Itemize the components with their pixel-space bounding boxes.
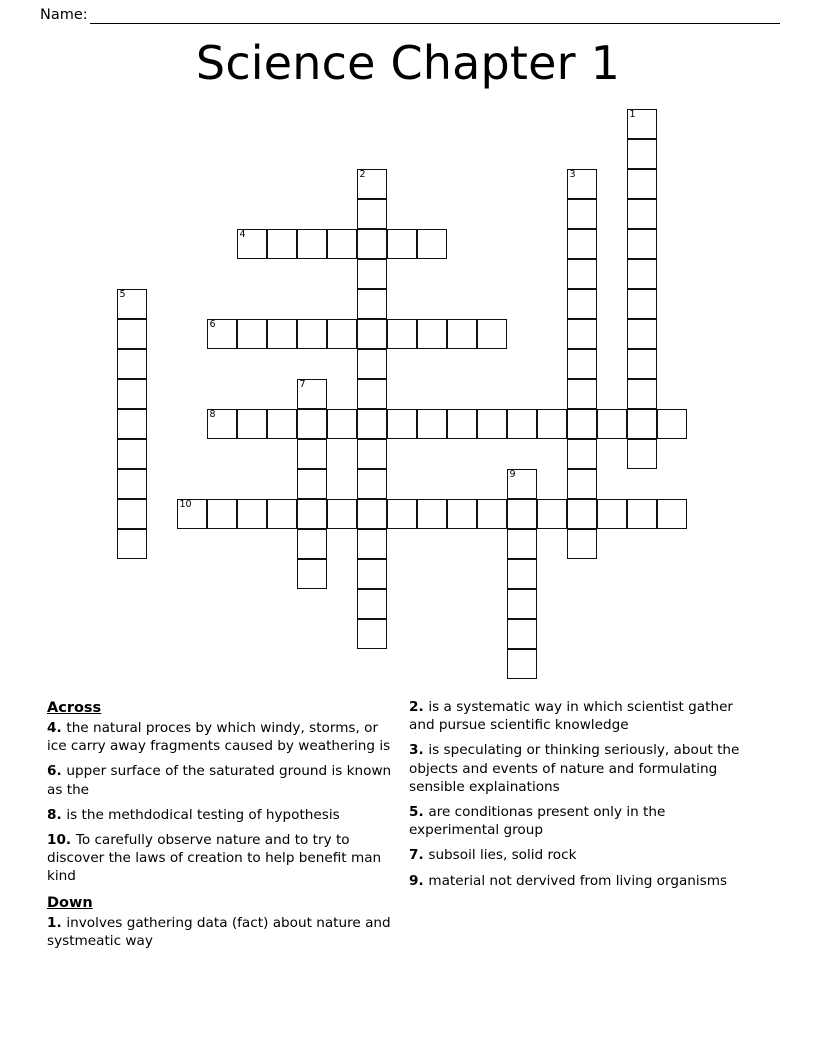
grid-cell[interactable]	[537, 409, 567, 439]
grid-cell[interactable]	[627, 289, 657, 319]
grid-cell-number: 1	[629, 109, 636, 120]
clue-text: is the methdodical testing of hypothesis	[66, 806, 340, 823]
clue-text: is speculating or thinking seriously, about the objects and events of nature and formulating sensible explainations	[409, 742, 740, 795]
grid-cell[interactable]	[267, 499, 297, 529]
grid-cell[interactable]	[357, 559, 387, 589]
grid-cell[interactable]	[387, 499, 417, 529]
grid-cell[interactable]	[627, 169, 657, 199]
grid-cell[interactable]	[477, 409, 507, 439]
grid-cell[interactable]	[117, 379, 147, 409]
clue-text: involves gathering data (fact) about nature and systmeatic way	[47, 914, 391, 949]
grid-cell[interactable]	[567, 469, 597, 499]
grid-cell[interactable]	[387, 229, 417, 259]
grid-cell-start-6[interactable]	[207, 319, 237, 349]
clues-container	[0, 698, 816, 998]
grid-cell[interactable]	[627, 409, 657, 439]
clue-text: material not dervived from living organisms	[428, 872, 728, 889]
grid-cell-number: 2	[359, 169, 366, 180]
grid-cell[interactable]	[357, 529, 387, 559]
clue-number: 5.	[409, 804, 429, 821]
grid-cell[interactable]	[627, 319, 657, 349]
grid-cell[interactable]	[627, 229, 657, 259]
grid-cell[interactable]	[567, 409, 597, 439]
grid-cell[interactable]	[297, 529, 327, 559]
grid-cell[interactable]	[297, 439, 327, 469]
grid-cell[interactable]	[267, 409, 297, 439]
grid-cell[interactable]	[597, 499, 627, 529]
clue-text: the natural proces by which windy, storms, or ice carry away fragments caused by weathering is	[47, 720, 391, 755]
grid-cell[interactable]	[357, 289, 387, 319]
clue-item	[409, 741, 757, 796]
grid-cell[interactable]	[627, 349, 657, 379]
across-heading: Across	[47, 700, 102, 716]
grid-cell[interactable]	[657, 409, 687, 439]
grid-cell[interactable]	[267, 229, 297, 259]
grid-cell[interactable]	[297, 229, 327, 259]
grid-cell[interactable]	[627, 439, 657, 469]
grid-cell-number: 4	[239, 229, 246, 240]
clues-column-left	[47, 698, 392, 957]
grid-cell[interactable]	[507, 649, 537, 679]
grid-cell[interactable]	[507, 619, 537, 649]
grid-cell[interactable]	[327, 229, 357, 259]
clue-number: 7.	[409, 847, 429, 864]
grid-cell[interactable]	[507, 499, 537, 529]
clue-number: 9.	[409, 872, 429, 889]
down-heading: Down	[47, 894, 93, 911]
clue-item	[409, 698, 757, 734]
grid-cell-number: 3	[569, 169, 576, 180]
clue-number: 1.	[47, 914, 67, 931]
grid-cell[interactable]	[357, 409, 387, 439]
down-clue-list-part1	[47, 914, 392, 950]
grid-cell[interactable]	[567, 349, 597, 379]
clue-text: To carefully observe nature and to try to discover the laws of creation to help benefit man kind	[47, 832, 382, 885]
grid-cell[interactable]	[417, 499, 447, 529]
grid-cell[interactable]	[297, 499, 327, 529]
clue-text: are conditionas present only in the experimental group	[409, 804, 666, 839]
grid-cell[interactable]	[327, 499, 357, 529]
grid-cell[interactable]	[627, 499, 657, 529]
grid-cell[interactable]	[597, 409, 627, 439]
grid-cell[interactable]	[357, 469, 387, 499]
grid-cell[interactable]	[507, 559, 537, 589]
grid-cell[interactable]	[567, 529, 597, 559]
page-title: Science Chapter 1	[195, 36, 621, 90]
grid-cell[interactable]	[537, 499, 567, 529]
grid-cell[interactable]	[477, 319, 507, 349]
clue-item	[47, 806, 392, 824]
grid-cell[interactable]	[357, 439, 387, 469]
name-label: Name:	[40, 7, 88, 23]
grid-cell[interactable]	[297, 559, 327, 589]
grid-cell[interactable]	[267, 319, 297, 349]
across-clue-list	[47, 719, 392, 886]
grid-cell[interactable]	[387, 319, 417, 349]
grid-cell[interactable]	[207, 499, 237, 529]
grid-cell[interactable]	[237, 409, 267, 439]
grid-cell[interactable]	[387, 409, 417, 439]
grid-cell[interactable]	[327, 409, 357, 439]
grid-cell[interactable]	[357, 589, 387, 619]
grid-cell[interactable]	[567, 259, 597, 289]
grid-cell-number: 5	[119, 289, 126, 300]
grid-cell[interactable]	[357, 199, 387, 229]
grid-cell[interactable]	[627, 139, 657, 169]
grid-cell[interactable]	[237, 319, 267, 349]
grid-cell[interactable]	[237, 499, 267, 529]
grid-cell[interactable]	[567, 439, 597, 469]
grid-cell[interactable]	[507, 589, 537, 619]
grid-cell-start-5[interactable]	[117, 289, 147, 319]
clue-item	[409, 872, 757, 890]
grid-cell[interactable]	[417, 409, 447, 439]
grid-cell[interactable]	[117, 319, 147, 349]
grid-cell[interactable]	[447, 319, 477, 349]
grid-cell[interactable]	[567, 229, 597, 259]
clue-number: 6.	[47, 763, 67, 780]
grid-cell[interactable]	[507, 529, 537, 559]
grid-cell[interactable]	[357, 229, 387, 259]
grid-cell[interactable]	[567, 289, 597, 319]
clue-number: 10.	[47, 832, 76, 849]
grid-cell[interactable]	[117, 499, 147, 529]
grid-cell[interactable]	[447, 409, 477, 439]
clue-item	[47, 762, 392, 798]
clue-text: upper surface of the saturated ground is known as the	[47, 763, 392, 798]
grid-cell[interactable]	[567, 199, 597, 229]
grid-cell[interactable]	[357, 619, 387, 649]
grid-cell-start-2[interactable]	[357, 169, 387, 199]
grid-cell[interactable]	[117, 409, 147, 439]
grid-cell-number: 6	[209, 319, 216, 330]
grid-cell[interactable]	[567, 319, 597, 349]
grid-cell[interactable]	[117, 529, 147, 559]
grid-cell-number: 8	[209, 409, 216, 420]
clues-column-right	[409, 698, 757, 897]
clue-number: 2.	[409, 699, 429, 715]
grid-cell[interactable]	[447, 499, 477, 529]
grid-cell[interactable]	[297, 409, 327, 439]
grid-cell-number: 10	[179, 499, 192, 510]
grid-cell[interactable]	[357, 319, 387, 349]
grid-cell[interactable]	[477, 499, 507, 529]
clue-item	[409, 803, 757, 839]
grid-cell-start-7[interactable]	[297, 379, 327, 409]
clue-number: 4.	[47, 720, 67, 736]
grid-cell[interactable]	[657, 499, 687, 529]
grid-cell-start-9[interactable]	[507, 469, 537, 499]
clue-text: subsoil lies, solid rock	[428, 847, 577, 864]
grid-cell[interactable]	[567, 499, 597, 529]
clue-item	[409, 846, 757, 864]
grid-cell[interactable]	[297, 469, 327, 499]
grid-cell-start-3[interactable]	[567, 169, 597, 199]
grid-cell[interactable]	[117, 439, 147, 469]
grid-cell[interactable]	[357, 259, 387, 289]
grid-cell[interactable]	[357, 379, 387, 409]
clue-text: is a systematic way in which scientist gather and pursue scientific knowledge	[409, 699, 734, 734]
grid-cell[interactable]	[297, 319, 327, 349]
grid-cell[interactable]	[627, 199, 657, 229]
grid-cell[interactable]	[417, 229, 447, 259]
grid-cell-start-10[interactable]	[177, 499, 207, 529]
grid-cell[interactable]	[627, 379, 657, 409]
clue-item	[47, 719, 392, 755]
clue-number: 3.	[409, 742, 429, 759]
grid-cell-start-4[interactable]	[237, 229, 267, 259]
grid-cell[interactable]	[357, 499, 387, 529]
grid-cell[interactable]	[117, 349, 147, 379]
grid-cell[interactable]	[327, 319, 357, 349]
grid-cell-start-1[interactable]	[627, 109, 657, 139]
clue-item	[47, 831, 392, 886]
grid-cell-number: 9	[509, 469, 516, 480]
grid-cell[interactable]	[417, 319, 447, 349]
grid-cell-start-8[interactable]	[207, 409, 237, 439]
down-clue-list-part2	[409, 698, 757, 890]
grid-cell[interactable]	[117, 469, 147, 499]
grid-cell[interactable]	[627, 259, 657, 289]
grid-cell[interactable]	[507, 409, 537, 439]
clue-number: 8.	[47, 806, 67, 823]
grid-cell[interactable]	[357, 349, 387, 379]
grid-cell[interactable]	[567, 379, 597, 409]
grid-cell-number: 7	[299, 379, 306, 390]
clue-item	[47, 914, 392, 950]
